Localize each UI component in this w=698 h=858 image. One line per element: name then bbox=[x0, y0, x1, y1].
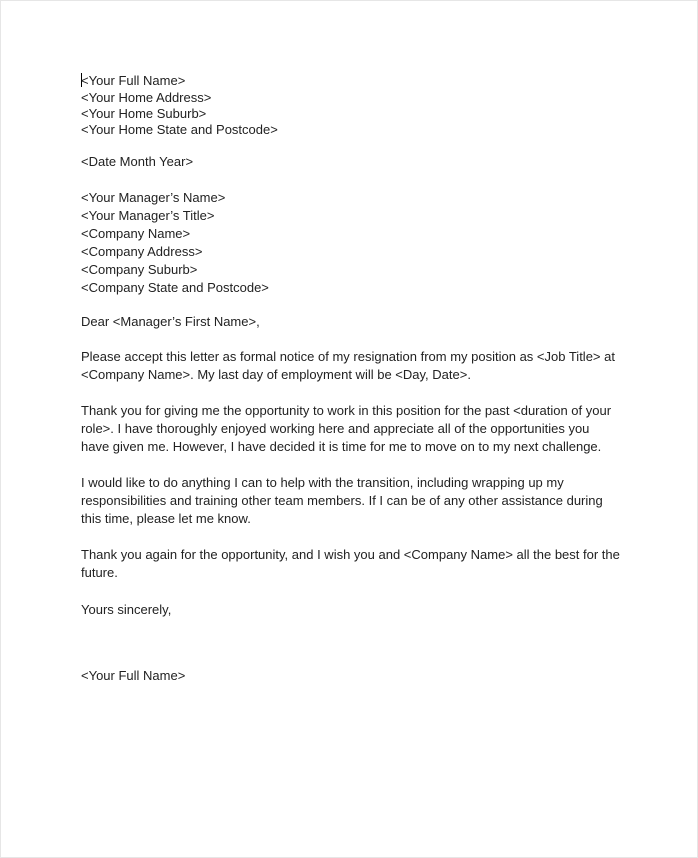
sender-home-address: <Your Home Address> bbox=[81, 90, 212, 105]
sender-home-suburb: <Your Home Suburb> bbox=[81, 106, 207, 121]
salutation: Dear <Manager’s First Name>, bbox=[81, 314, 260, 329]
paragraph-resignation-notice: Please accept this letter as formal notice of my resignation from my position as <Job Title> at <Company Name>. My last day of employment will be <Day, Date>. bbox=[81, 349, 615, 382]
recipient-manager-title: <Your Manager’s Title> bbox=[81, 208, 215, 223]
sender-address-block bbox=[81, 72, 621, 138]
signature-name: <Your Full Name> bbox=[81, 668, 186, 683]
letter-body[interactable] bbox=[81, 72, 621, 684]
paragraph-transition-help: I would like to do anything I can to help with the transition, including wrapping up my responsibilities and training other team members. If I can be of any other assistance during this time, please let me know. bbox=[81, 475, 603, 526]
paragraph-thank-you: Thank you for giving me the opportunity to work in this position for the past <duration of your role>. I have thoroughly enjoyed working here and appreciate all of the opportunities you have given me. However, I have decided it is time for me to move on to my next challenge. bbox=[81, 403, 612, 454]
recipient-company-address: <Company Address> bbox=[81, 244, 203, 259]
letter-date: <Date Month Year> bbox=[81, 154, 194, 169]
recipient-manager-name: <Your Manager’s Name> bbox=[81, 190, 226, 205]
sender-full-name: <Your Full Name> bbox=[81, 73, 186, 88]
sender-name-line bbox=[81, 72, 621, 90]
recipient-company-suburb: <Company Suburb> bbox=[81, 262, 198, 277]
recipient-company-state-postcode: <Company State and Postcode> bbox=[81, 280, 269, 295]
sender-home-state-postcode: <Your Home State and Postcode> bbox=[81, 122, 278, 137]
recipient-company-name: <Company Name> bbox=[81, 226, 191, 241]
paragraph-best-wishes: Thank you again for the opportunity, and I wish you and <Company Name> all the best for the future. bbox=[81, 547, 620, 580]
closing: Yours sincerely, bbox=[81, 602, 172, 617]
recipient-address-block bbox=[81, 189, 621, 297]
